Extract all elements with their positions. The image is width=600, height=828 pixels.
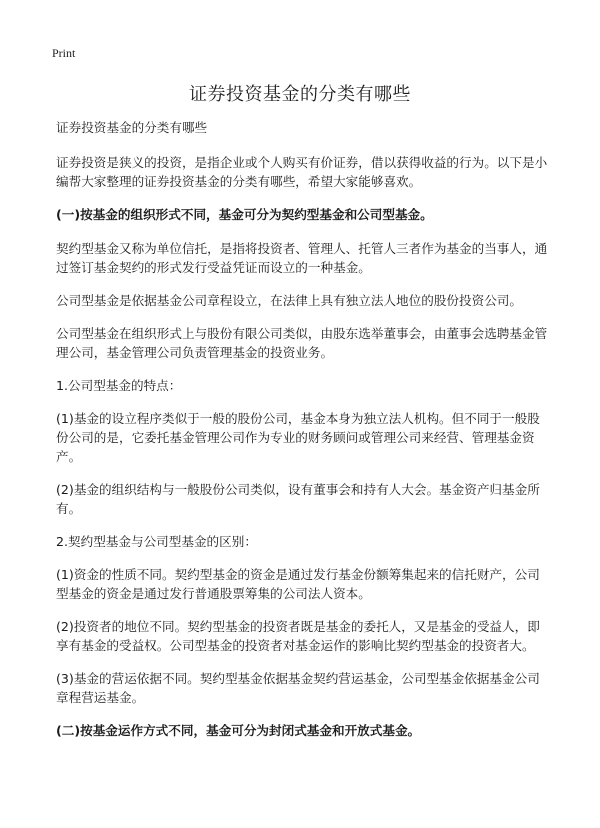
print-link[interactable]: Print <box>52 46 76 60</box>
section-heading-2: (二)按基金运作方式不同，基金可分为封闭式基金和开放式基金。 <box>56 723 421 738</box>
article-subtitle: 证券投资基金的分类有哪些 <box>56 120 208 135</box>
feature-item-2: (2)基金的组织结构与一般股份公司类似，设有董事会和持有人大会。基金资产归基金所有。 <box>56 482 540 516</box>
paragraph-contract-fund: 契约型基金又称为单位信托，是指将投资者、管理人、托管人三者作为基金的当事人，通过签订基金契约的形式发行受益凭证而设立的一种基金。 <box>56 241 548 275</box>
difference-item-3: (3)基金的营运依据不同。契约型基金依据基金契约营运基金，公司型基金依据基金公司章程营运基金。 <box>56 671 540 705</box>
paragraph-corporate-fund: 公司型基金是依据基金公司章程设立，在法律上具有独立法人地位的股份投资公司。 <box>56 293 522 308</box>
feature-item-1: (1)基金的设立程序类似于一般的股份公司，基金本身为独立法人机构。但不同于一般股份公司的是，它委托基金管理公司作为专业的财务顾问或管理公司来经营、管理基金资产。 <box>56 411 540 464</box>
difference-item-1: (1)资金的性质不同。契约型基金的资金是通过发行基金份额筹集起来的信托财产，公司型基金的资金是通过发行普通股票筹集的公司法人资本。 <box>56 567 540 601</box>
list-heading-features: 1.公司型基金的特点： <box>56 378 182 393</box>
page-title: 证券投资基金的分类有哪些 <box>189 84 411 105</box>
paragraph-corporate-structure: 公司型基金在组织形式上与股份有限公司类似，由股东选举董事会，由董事会选聘基金管理公司，基金管理公司负责管理基金的投资业务。 <box>56 326 548 360</box>
section-heading-1: (一)按基金的组织形式不同，基金可分为契约型基金和公司型基金。 <box>56 207 433 222</box>
difference-item-2: (2)投资者的地位不同。契约型基金的投资者既是基金的委托人，又是基金的受益人，即享有基金的受益权。公司型基金的投资者对基金运作的影响比契约型基金的投资者大。 <box>56 619 540 653</box>
intro-paragraph: 证券投资是狭义的投资，是指企业或个人购买有价证券，借以获得收益的行为。以下是小编帮大家整理的证券投资基金的分类有哪些，希望大家能够喜欢。 <box>56 155 548 189</box>
list-heading-differences: 2.契约型基金与公司型基金的区别： <box>56 534 257 549</box>
article-body <box>56 118 550 755</box>
